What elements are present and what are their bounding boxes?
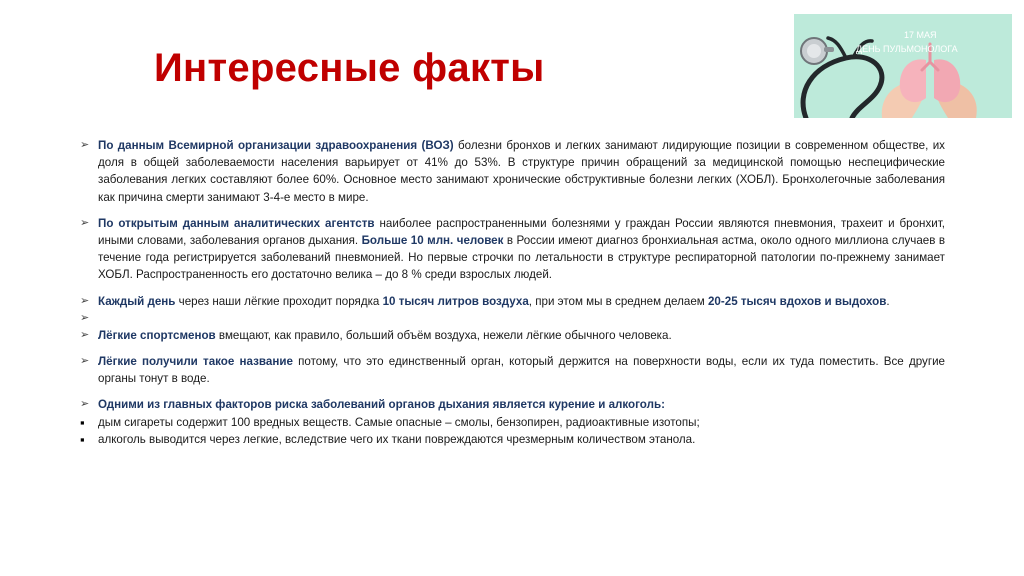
fact-highlight: 20-25 тысяч вдохов и выдохов — [707, 294, 887, 308]
slide-title: Интересные факты — [154, 46, 545, 90]
square-bullet-icon: ▪ — [80, 414, 85, 430]
fact-text: алкоголь выводится через легкие, вследствие чего их ткани повреждаются чрезмерным количеством этанола. — [98, 432, 696, 446]
fact-who — [80, 137, 945, 206]
fact-highlight: 10 тысяч литров воздуха — [382, 294, 529, 308]
fact-text: , при этом мы в среднем делаем — [528, 294, 708, 308]
fact-athletes — [80, 327, 945, 344]
image-caption-date: 17 МАЯ — [904, 30, 937, 40]
square-bullet-icon: ▪ — [80, 431, 85, 447]
fact-text: наиболее распространенными болезнями у граждан России являются пневмония, трахеит и бронхит, иными словами, заболевания органов дыхания. — [98, 216, 945, 248]
fact-text: . — [886, 294, 890, 308]
arrow-bullet-icon: ➢ — [80, 398, 90, 411]
fact-text: через наши лёгкие проходит порядка — [175, 294, 383, 308]
fact-highlight: Больше 10 млн. человек — [361, 234, 504, 248]
arrow-bullet-icon: ➢ — [80, 216, 90, 229]
image-caption-title: ДЕНЬ ПУЛЬМОНОЛОГА — [856, 44, 958, 54]
fact-highlight: Одними из главных факторов риска заболеваний органов дыхания является курение и алкоголь: — [98, 398, 665, 412]
arrow-bullet-icon: ➢ — [80, 355, 90, 368]
fact-highlight: Лёгкие спортсменов — [98, 328, 216, 342]
arrow-bullet-icon: ➢ — [80, 328, 90, 341]
fact-risk-factors — [80, 396, 945, 413]
fact-text: вмещают, как правило, больший объём воздуха, нежели лёгкие обычного человека. — [215, 328, 672, 342]
fact-highlight: Лёгкие получили такое название — [98, 355, 293, 369]
facts-list — [80, 137, 945, 448]
fact-text: дым сигареты содержит 100 вредных веществ. Самые опасные – смолы, бензопирен, радиоактивные изотопы; — [98, 415, 700, 429]
arrow-bullet-icon: ➢ — [80, 311, 90, 324]
fact-text: потому, что это единственный орган, который держится на поверхности воды, если их туда поместить. Все другие органы тонут в воде. — [98, 355, 946, 386]
fact-daily-air — [80, 293, 945, 310]
fact-empty — [80, 310, 945, 327]
stethoscope-lungs-illustration — [794, 14, 1012, 118]
fact-highlight: По данным Всемирной организации здравоохранения (ВОЗ) — [98, 139, 454, 152]
risk-smoking — [80, 414, 945, 431]
fact-text: в России имеют диагноз бронхиальная астма, около одного миллиона случаев в течение года регистрируется заболеваний пневмонией. Но первые строчки по летальности в структуре респираторной патологии по-прежнему занимает ХОБЛ. Распространенность его достаточно велика – до 8 % среди взрослых людей. — [98, 234, 945, 282]
arrow-bullet-icon: ➢ — [80, 139, 90, 151]
risk-alcohol — [80, 431, 945, 448]
fact-highlight: По открытым данным аналитических агентств — [98, 216, 375, 230]
fact-highlight: Каждый день — [98, 294, 176, 308]
fact-name-origin — [80, 353, 945, 387]
arrow-bullet-icon: ➢ — [80, 294, 90, 307]
pulmonologist-day-image — [794, 14, 1012, 118]
fact-analytics — [80, 215, 945, 284]
fact-text: болезни бронхов и легких занимают лидирующие позиции в современном обществе, их доля в общей заболеваемости населения варьирует от 41% до 53%. В структуре причин обращений за медицинской помощью неспецифические заболевания легких составляют более 60%. Основное место занимают хронические обструктивные болезни легких (ХОБЛ). Бронхолегочные заболевания как причина смерти занимают 3-4-е место в мире. — [98, 139, 945, 204]
